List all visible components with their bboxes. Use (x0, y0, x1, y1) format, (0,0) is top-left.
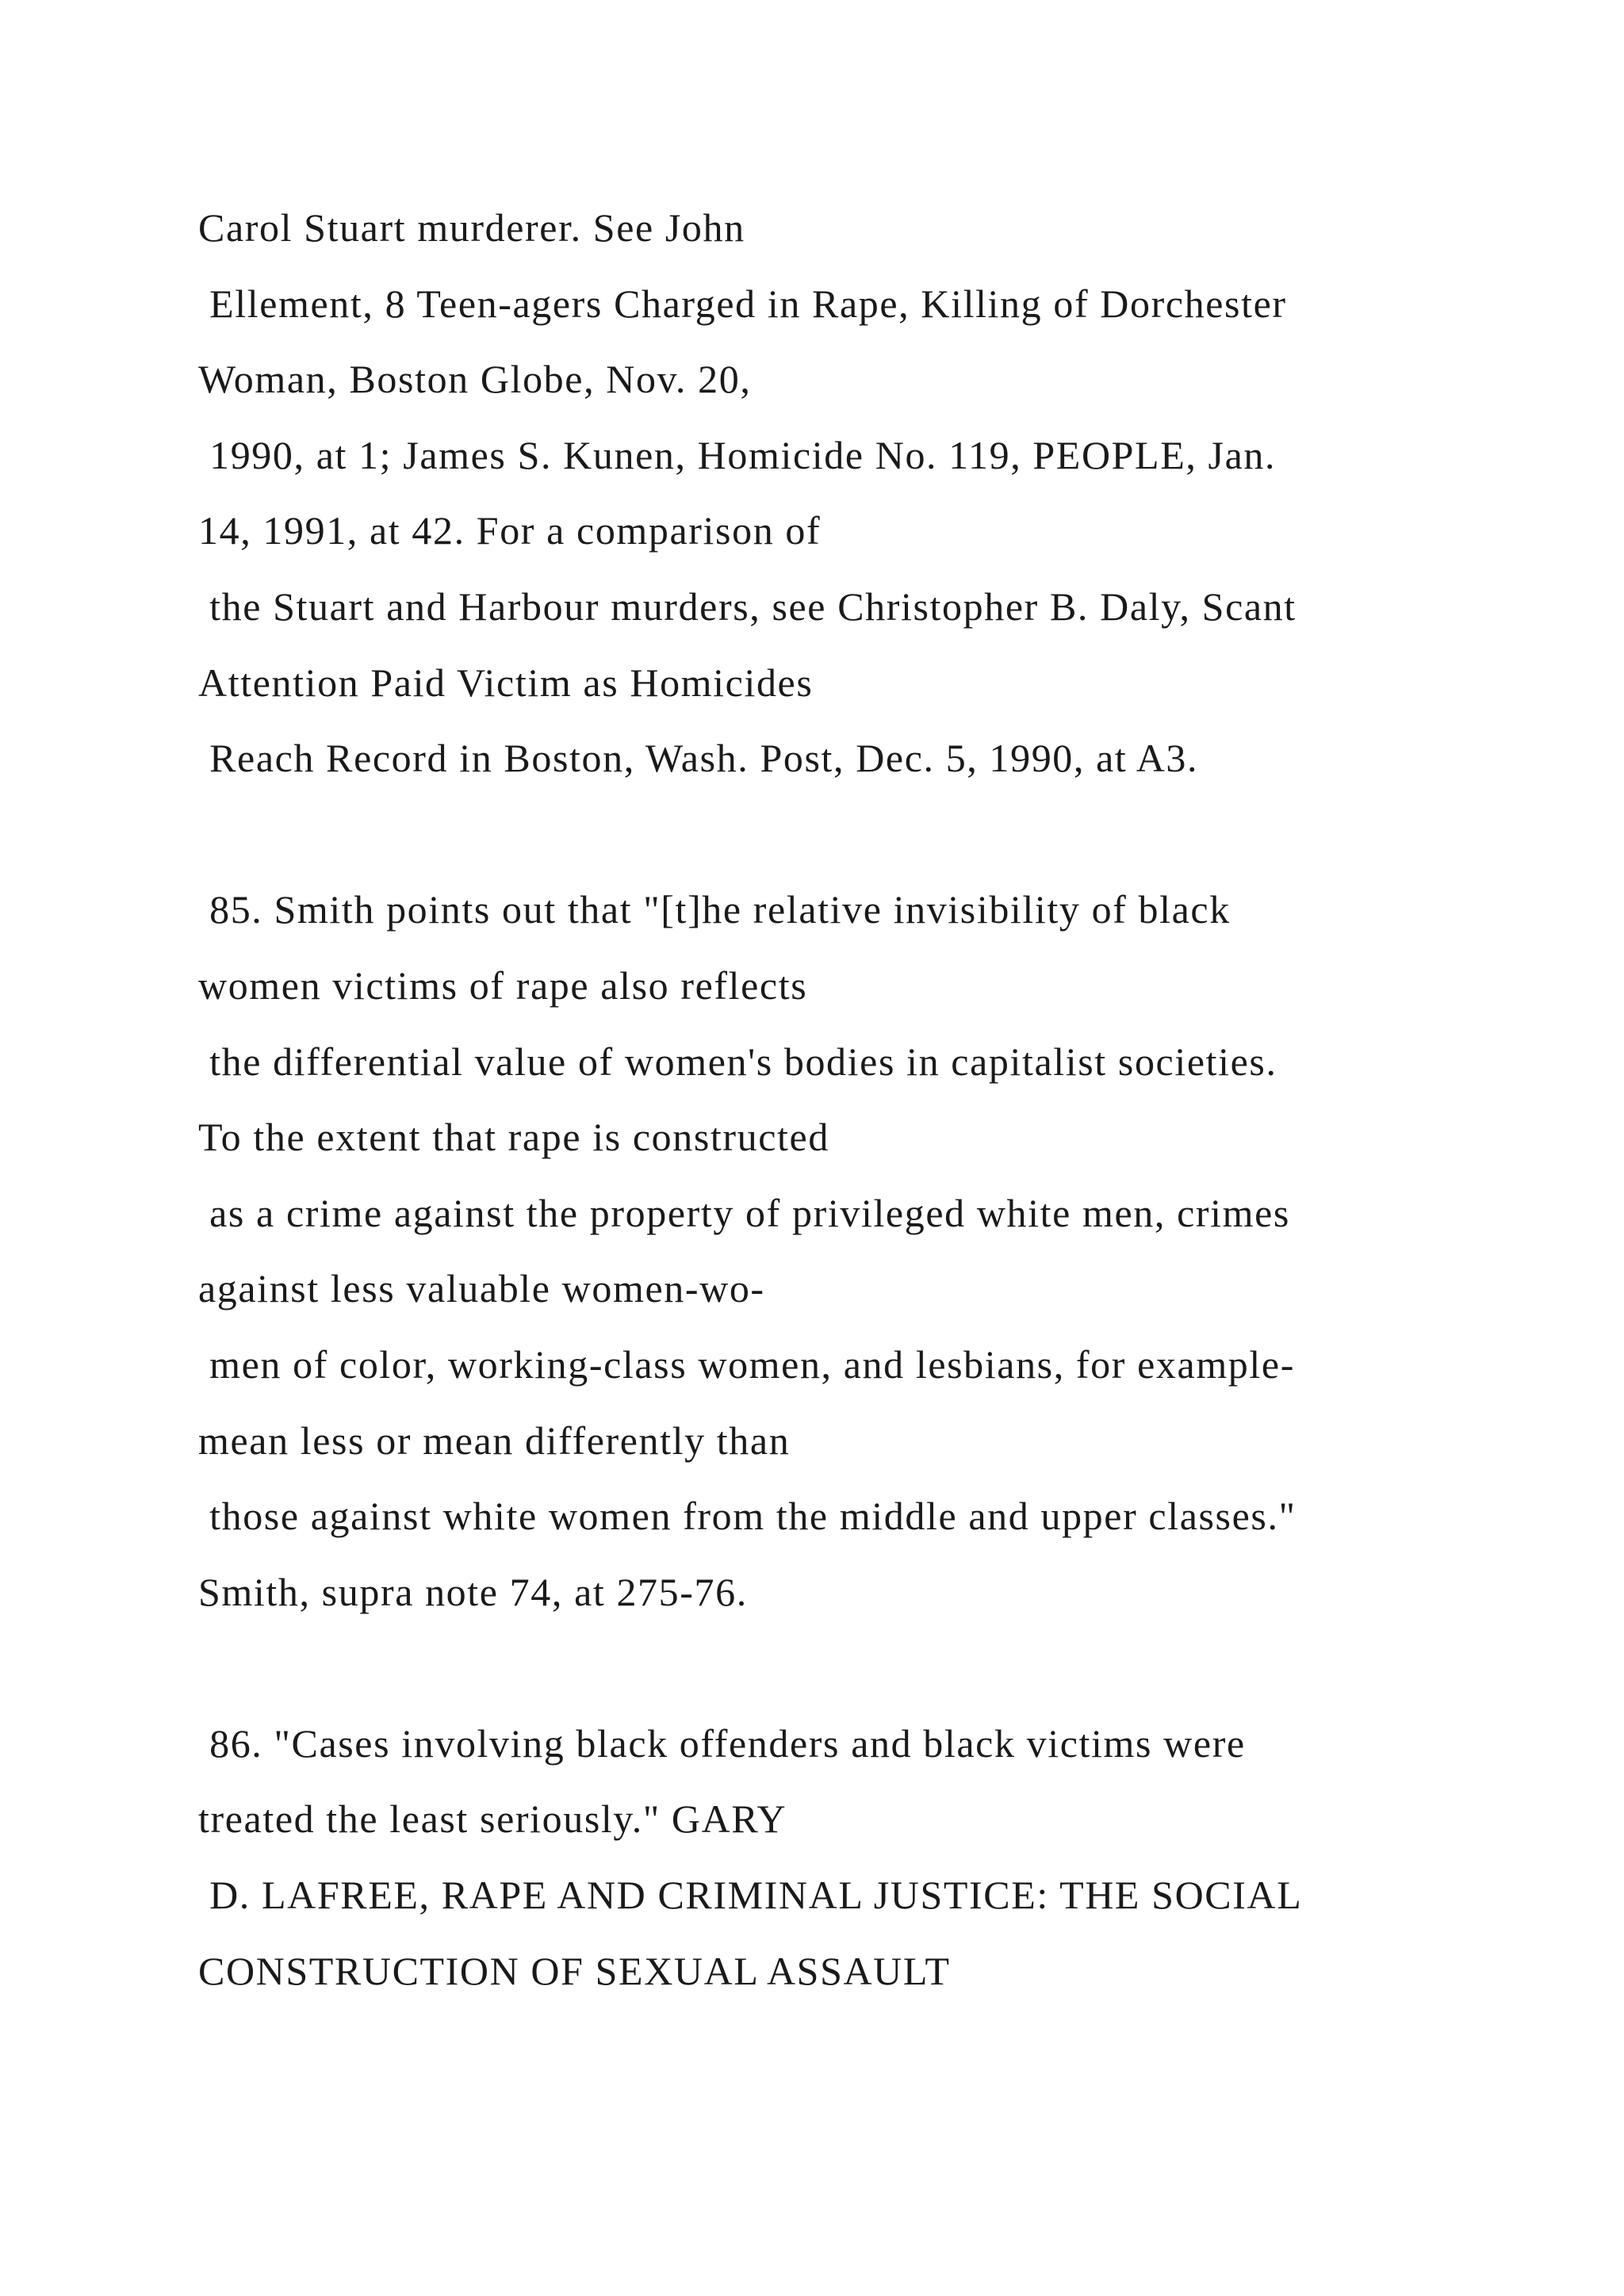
text-line: against less valuable women-wo- (198, 1266, 765, 1311)
text-line: Ellement, 8 Teen-agers Charged in Rape, Killing of Dorchester (198, 281, 1287, 326)
text-line: the Stuart and Harbour murders, see Christopher B. Daly, Scant (198, 584, 1297, 629)
text-line: men of color, working-class women, and lesbians, for example- (198, 1341, 1295, 1387)
text-line: Woman, Boston Globe, Nov. 20, (198, 357, 752, 402)
paragraph-gap (198, 1630, 1515, 1706)
text-line: Carol Stuart murderer. See John (198, 205, 745, 250)
text-line: treated the least seriously." GARY (198, 1797, 787, 1842)
text-line: those against white women from the middle and upper classes." (198, 1494, 1297, 1539)
text-line: the differential value of women's bodies in capitalist societies. (198, 1039, 1277, 1084)
text-line: mean less or mean differently than (198, 1418, 791, 1463)
text-line: 14, 1991, at 42. For a comparison of (198, 508, 822, 553)
text-line: Reach Record in Boston, Wash. Post, Dec. 5, 1990, at A3. (198, 736, 1199, 781)
text-line: Smith, supra note 74, at 275-76. (198, 1569, 748, 1614)
text-line: CONSTRUCTION OF SEXUAL ASSAULT (198, 1948, 951, 1993)
paragraph-gap (198, 797, 1515, 873)
text-line: as a crime against the property of privileged white men, crimes (198, 1190, 1290, 1235)
text-line: To the extent that rape is constructed (198, 1115, 829, 1160)
footnote-86-line: 86. "Cases involving black offenders and black victims were (198, 1720, 1246, 1766)
footnote-85-line: 85. Smith points out that "[t]he relative invisibility of black (198, 887, 1231, 932)
footnote-text-block (198, 190, 1515, 2009)
text-line: women victims of rape also reflects (198, 962, 808, 1008)
text-line: 1990, at 1; James S. Kunen, Homicide No. 119, PEOPLE, Jan. (198, 432, 1277, 477)
text-line: Attention Paid Victim as Homicides (198, 660, 814, 705)
text-line: D. LAFREE, RAPE AND CRIMINAL JUSTICE: THE SOCIAL (198, 1873, 1303, 1918)
